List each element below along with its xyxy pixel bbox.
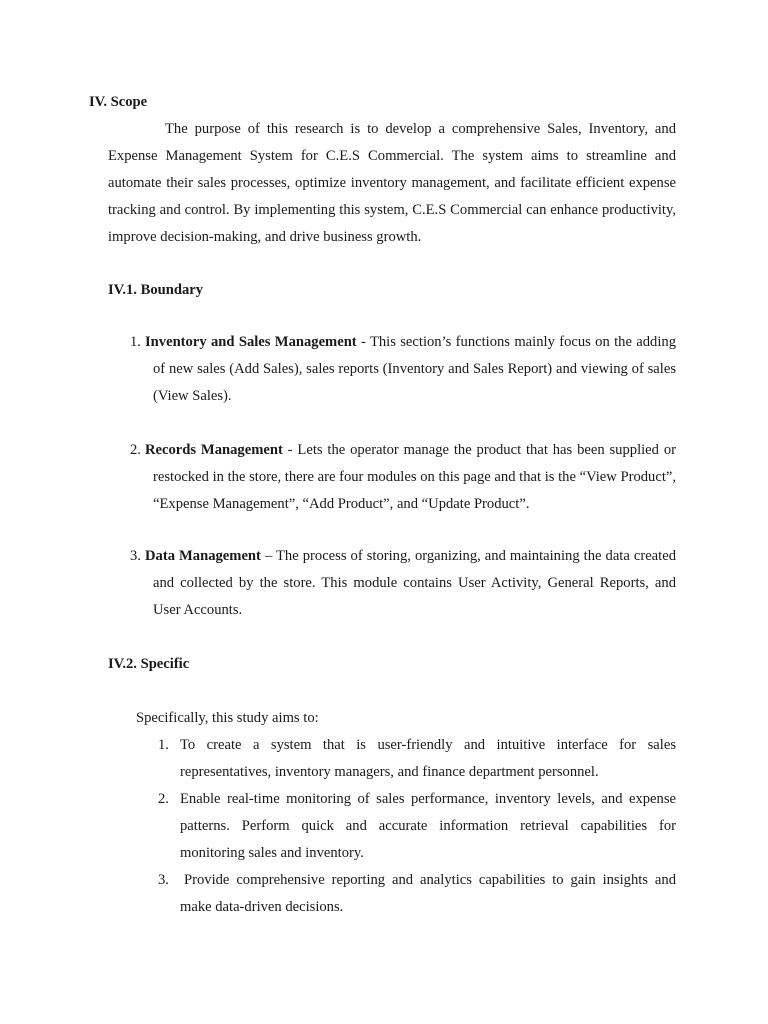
list-item [158, 786, 676, 867]
boundary-item-number: 2. [130, 442, 141, 458]
boundary-item-text: Lets the operator manage the product that has been supplied or restocked in the store, there are four modules on this page and that is the “View Product”, “Expense Management”, “Add Product”, and “Update Product”. [153, 442, 676, 512]
list-item-number: 2. [158, 791, 169, 807]
boundary-item-title: Inventory and Sales Management [145, 334, 357, 350]
specific-intro: Specifically, this study aims to: [136, 710, 319, 726]
list-item-text: Provide comprehensive reporting and analytics capabilities to gain insights and make data-driven decisions. [180, 872, 676, 915]
boundary-item-separator: – [260, 548, 277, 564]
boundary-item-number: 3. [130, 548, 141, 564]
boundary-item-number: 1. [130, 334, 141, 350]
list-item-number: 3. [158, 872, 169, 888]
boundary-item-title: Data Management [145, 548, 261, 564]
boundary-item-text: The process of storing, organizing, and maintaining the data created and collected by the store. This module contains User Activity, General Reports, and User Accounts. [153, 548, 676, 618]
list-item [158, 867, 676, 921]
boundary-item-separator: - [282, 442, 298, 458]
boundary-item-text: This section’s functions mainly focus on the adding of new sales (Add Sales), sales reports (Inventory and Sales Report) and viewing of sales (View Sales). [153, 334, 676, 404]
list-item-number: 1. [158, 737, 169, 753]
boundary-item-title: Records Management [145, 442, 283, 458]
scope-paragraph [108, 116, 676, 251]
section-heading-specific: IV.2. Specific [108, 656, 190, 672]
boundary-item [130, 437, 676, 518]
boundary-item [130, 543, 676, 624]
list-item-text: To create a system that is user-friendly and intuitive interface for sales representatives, inventory managers, and finance department personnel. [180, 737, 676, 780]
section-heading-boundary: IV.1. Boundary [108, 282, 204, 298]
boundary-item-separator: - [356, 334, 370, 350]
specific-list [158, 732, 676, 921]
list-item-text: Enable real-time monitoring of sales performance, inventory levels, and expense patterns. Perform quick and accurate information retrieval capabilities for monitoring sales and inventory. [180, 791, 676, 861]
scope-paragraph-text: The purpose of this research is to develop a comprehensive Sales, Inventory, and Expense Management System for C.E.S Commercial. The system aims to streamline and automate their sales processes, optimize inventory management, and facilitate efficient expense tracking and control. By implementing this system, C.E.S Commercial can enhance productivity, improve decision-making, and drive business growth. [108, 121, 676, 245]
list-item [158, 732, 676, 786]
boundary-item [130, 329, 676, 410]
section-heading-scope: IV. Scope [89, 94, 148, 110]
